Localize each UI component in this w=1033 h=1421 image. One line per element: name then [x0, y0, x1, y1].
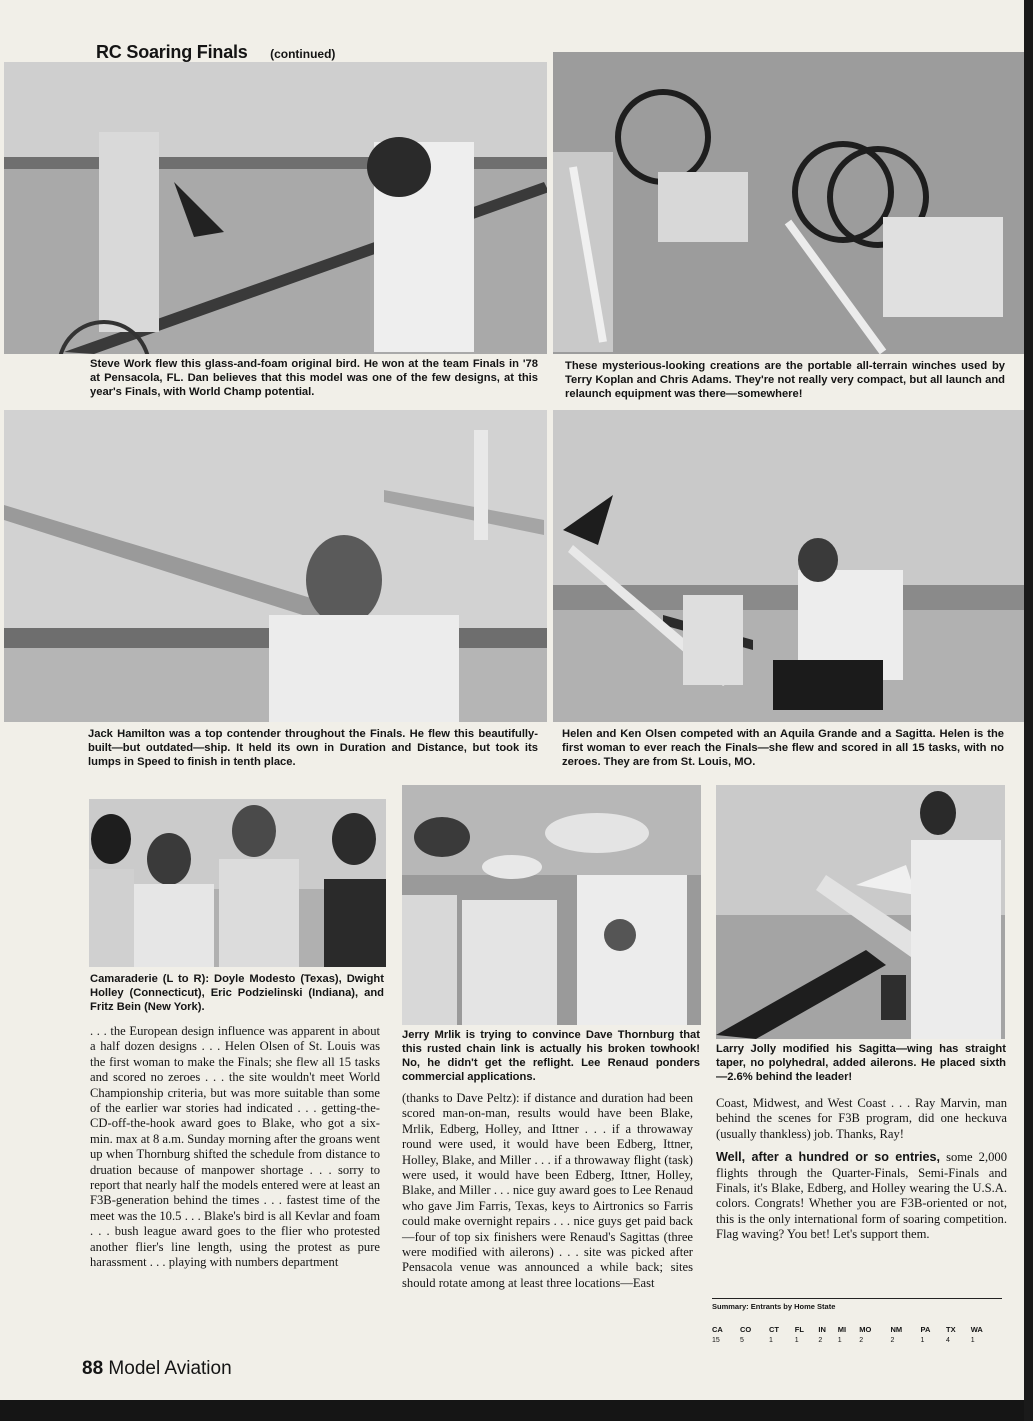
state-cell: CA [712, 1325, 723, 1334]
count-cell: 1 [768, 1337, 773, 1344]
article-column-1 [90, 1024, 380, 1271]
page-footer [82, 1358, 232, 1380]
state-cell: CT [768, 1325, 779, 1334]
state-cell: IN [818, 1325, 826, 1334]
state-cell: MI [837, 1325, 847, 1334]
count-cell: 15 [712, 1337, 720, 1344]
caption-steve-work: Steve Work flew this glass-and-foam original bird. He won at the team Finals in '78 at Pensacola, FL. Dan believes that this model was one of the few designs, at this year's Finals, with World Champ potential. [90, 358, 538, 398]
count-cell: 1 [920, 1337, 925, 1344]
count-cell: 2 [818, 1337, 823, 1344]
count-cell: 2 [859, 1337, 864, 1344]
state-cell: CO [739, 1325, 752, 1334]
glider-photo-icon [4, 410, 547, 722]
summary-states-row [712, 1325, 1002, 1337]
photo-larry-jolly [716, 785, 1005, 1039]
photo-olsens [553, 410, 1031, 722]
group-photo-icon [402, 785, 701, 1025]
state-cell: PA [920, 1325, 931, 1334]
article-text-col3-p1: Coast, Midwest, and West Coast . . . Ray Marvin, man behind the scenes for F3B program, did one heckuva (usually thankless) job. Thanks, Ray! [716, 1096, 1007, 1141]
count-cell: 1 [837, 1337, 842, 1344]
caption-mrlik: Jerry Mrlik is trying to convince Dave Thornburg that this rusted chain link is actually his broken towhook! No, he didn't get the reflight. Lee Renaud ponders commercial applications. [402, 1029, 700, 1083]
summary-counts-row [712, 1337, 1002, 1347]
scan-edge-bottom [0, 1400, 1033, 1421]
article-text-col3-rest: some 2,000 flights through the Quarter-Finals, Semi-Finals and Finals, it's Blake, Edberg, and Holley wearing the U.S.A. colors. Congrats! Whether you are F3B-oriented or not, this is the only international form of soaring competition. Flag waving? You bet! Let's support them. [716, 1150, 1007, 1242]
glider-photo-icon [553, 410, 1031, 722]
photo-camaraderie [89, 799, 386, 967]
scan-edge-right [1024, 0, 1033, 1421]
count-cell: 1 [970, 1337, 975, 1344]
caption-winches: These mysterious-looking creations are the portable all-terrain winches used by Terry Koplan and Chris Adams. They're not really very compact, but all launch and relaunch equipment was there—somewhere! [565, 360, 1005, 400]
article-text-col2: (thanks to Dave Peltz): if distance and duration had been scored man-on-man, results would have been Blake, Mrlik, Edberg, Holley, and Ittner . . . if a throwaway round were used, it would have been Edberg, Ittner, Holley, Blake, and Miller . . . if a throwaway flight (task) were used, it would have been Edberg, Ittner, Holley, Blake, and Miller . . . nice guy award goes to Lee Renaud who gave Jim Farris, Texas, keys to Airtronics so Farris could make overnight repairs . . . nice guys get paid back—four of top six finishers were Renaud's Sagittas (three were modified with ailerons) . . . site was picked after Pensacola venue was announced a while back; sites should rotate among at least three locations—East [402, 1091, 693, 1290]
count-cell: 4 [946, 1337, 950, 1344]
caption-jack-hamilton: Jack Hamilton was a top contender throughout the Finals. He flew this beautifully-built—but outdated—ship. It held its own in Duration and Distance, but took its lumps in Speed to finish in tenth place. [88, 728, 538, 768]
count-cell: 2 [890, 1337, 895, 1344]
state-cell: NM [890, 1325, 903, 1334]
photo-jack-hamilton [4, 410, 547, 722]
count-cell: 1 [794, 1337, 799, 1344]
state-cell: TX [946, 1325, 956, 1334]
photo-winches [553, 52, 1031, 354]
summary-title: Summary: Entrants by Home State [712, 1298, 1002, 1311]
article-text-col1: . . . the European design influence was apparent in about a half dozen designs . . . Helen Olsen of St. Louis was the first woman to make the Finals; she flew all 15 tasks and scored no zeroes . . . the site wouldn't meet World Championship criteria, but was more suitable than some of the earlier war stories had indicated . . . getting-the-CD-off-the-hook award goes to Blake, who got a six-min. max at 8 a.m. Sunday morning after the groans went up when Thornburg shifted the schedule from distance to druation because of manpower shortage . . . sorry to report that nearly half the models entered were at least an F3B-generation behind the times . . . fastest time of the meet was the 10.5 . . . Blake's bird is all Kevlar and foam . . . bush league award goes to the flier who protested another flier's line length, using the protest as pure harassment . . . playing with numbers department [90, 1024, 380, 1270]
glider-photo-icon [716, 785, 1005, 1039]
winch-photo-icon [553, 52, 1031, 354]
continued-label: (continued) [270, 47, 336, 61]
article-text-col3-p2 [716, 1150, 1007, 1242]
article-column-2 [402, 1091, 693, 1291]
caption-olsens: Helen and Ken Olsen competed with an Aquila Grande and a Sagitta. Helen is the first woman to ever reach the Finals—she flew and scored in all 15 tasks, with no zeroes. They are from St. Louis, MO. [562, 728, 1004, 768]
state-cell: WA [970, 1325, 983, 1334]
summary-table [712, 1325, 1002, 1347]
section-title: RC Soaring Finals [96, 42, 248, 62]
magazine-name: Model Aviation [108, 1358, 232, 1379]
photo-mrlik-thornburg [402, 785, 701, 1025]
count-cell: 5 [739, 1337, 744, 1344]
group-photo-icon [89, 799, 386, 967]
photo-steve-work [4, 62, 547, 354]
summary-box [712, 1298, 1002, 1347]
state-cell: MO [859, 1325, 872, 1334]
page-number: 88 [82, 1358, 104, 1379]
caption-camaraderie: Camaraderie (L to R): Doyle Modesto (Texas), Dwight Holley (Connecticut), Eric Podzielinski (Indiana), and Fritz Bein (New York). [90, 973, 384, 1013]
article-column-3 [716, 1096, 1007, 1243]
state-cell: FL [794, 1325, 804, 1334]
article-lead-in: Well, after a hundred or so entries, [716, 1150, 941, 1165]
caption-jolly: Larry Jolly modified his Sagitta—wing has straight taper, no polyhedral, added ailerons. He placed sixth—2.6% behind the leader! [716, 1043, 1006, 1083]
page-header [96, 42, 335, 63]
glider-photo-icon [4, 62, 547, 354]
